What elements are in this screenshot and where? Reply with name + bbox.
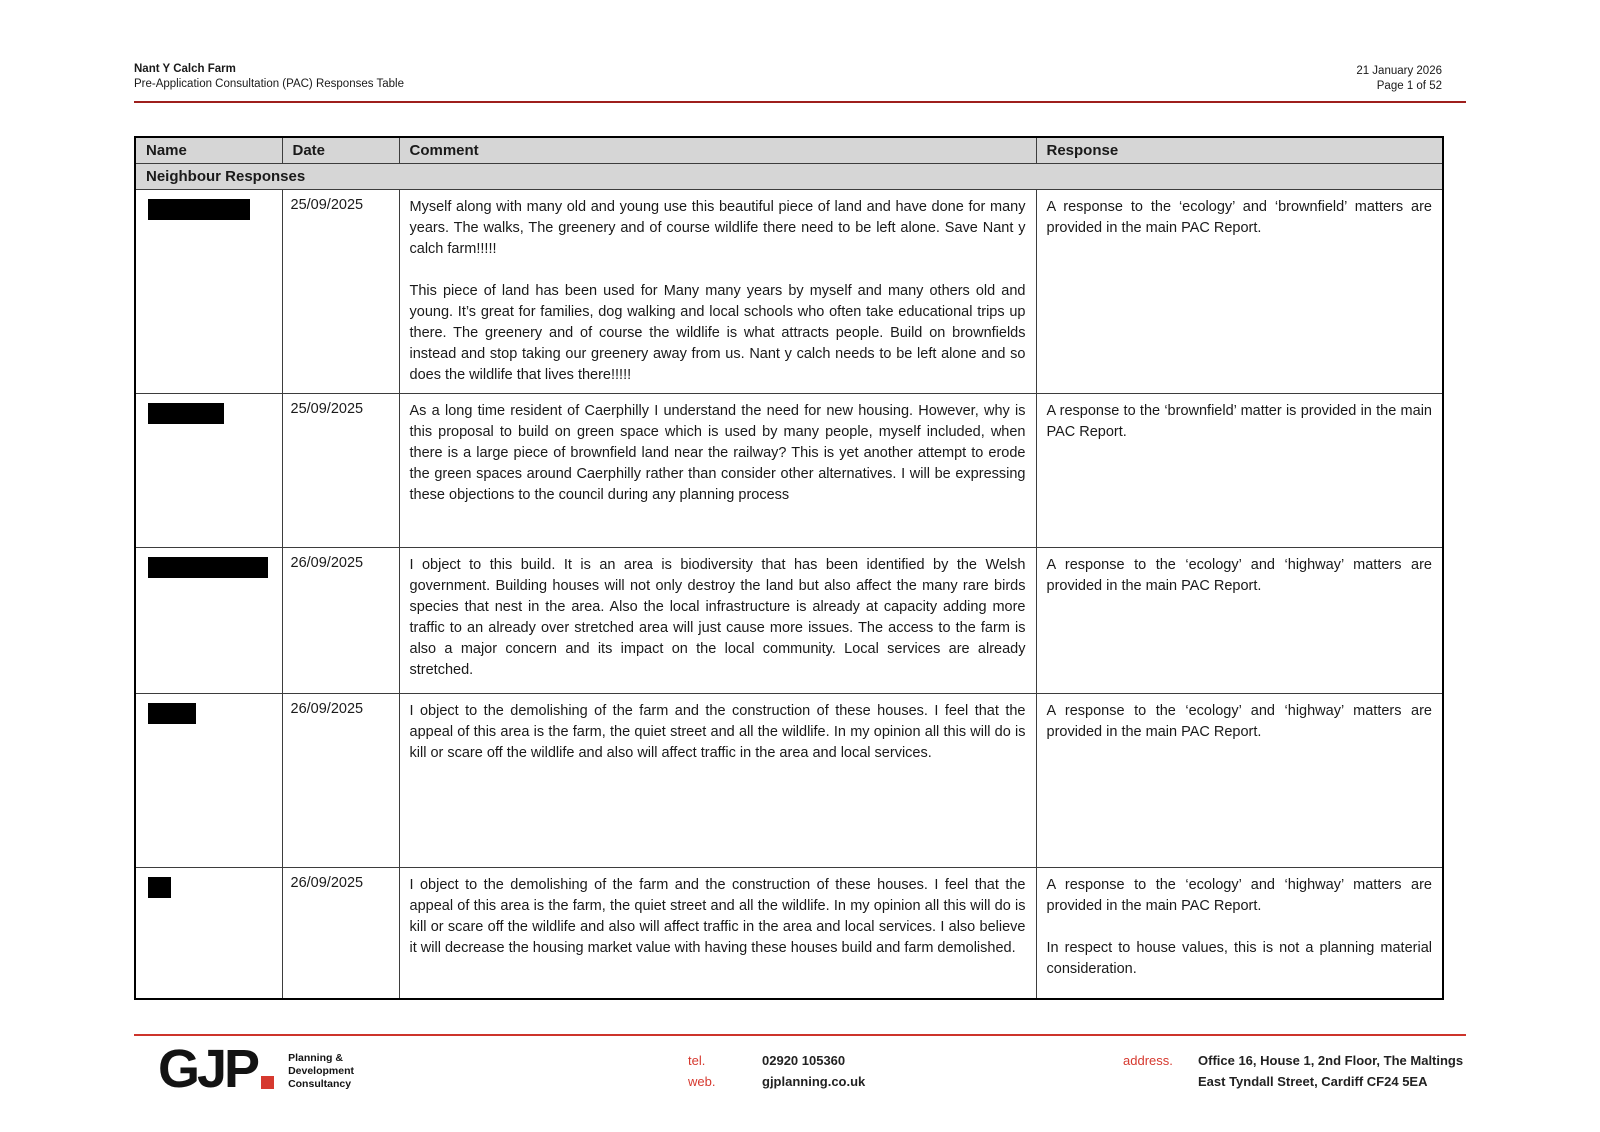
comment-paragraph: This piece of land has been used for Many many years by myself and many others old and young. It’s great for families, dog walking and local schools who often take educational trips up there. The greenery and of course the wildlife is what attracts people. Build on brownfields instead and stop taking our greenery away from us. Nant y calch needs to be left alone and so does the wildlife that lives there!!!!! — [409, 283, 1026, 383]
response-paragraph: A response to the ‘brownfield’ matter is provided in the main PAC Report. — [1046, 403, 1432, 440]
gjp-logo-dot-icon — [261, 1076, 274, 1089]
section-row — [135, 164, 1443, 190]
table-row — [135, 548, 1443, 694]
header-rule — [134, 101, 1466, 103]
date-cell: 25/09/2025 — [282, 394, 399, 548]
column-header-name: Name — [135, 137, 282, 164]
comment-cell — [399, 548, 1036, 694]
document-title: Nant Y Calch Farm — [134, 63, 236, 75]
gjp-logo-text: GJP — [158, 1039, 258, 1099]
response-paragraph: A response to the ‘ecology’ and ‘highway’ matters are provided in the main PAC Report. — [1046, 557, 1432, 594]
contact-tel-web — [688, 1050, 865, 1092]
tagline-line: Planning & — [288, 1052, 343, 1064]
document-subtitle: Pre-Application Consultation (PAC) Responses Table — [134, 78, 404, 90]
date-cell: 26/09/2025 — [282, 868, 399, 999]
response-paragraph: A response to the ‘ecology’ and ‘highway’ matters are provided in the main PAC Report. — [1046, 877, 1432, 914]
document-date: 21 January 2026 — [1356, 65, 1442, 77]
tel-value: 02920 105360 — [762, 1053, 846, 1068]
comment-cell — [399, 694, 1036, 868]
web-label: web. — [688, 1074, 716, 1089]
contact-address — [1123, 1050, 1463, 1092]
comment-paragraph: As a long time resident of Caerphilly I understand the need for new housing. However, why is this proposal to build on green space which is used by many people, myself included, when there is a large piece of brownfield land near the railway? This is yet another attempt to erode the green spaces around Caerphilly rather than consider other alternatives. I will be expressing these objections to the council during any planning process — [409, 403, 1026, 503]
redacted-name — [148, 877, 171, 898]
comment-paragraph: I object to the demolishing of the farm and the construction of these houses. I feel that the appeal of this area is the farm, the quiet street and all the wildlife. In my opinion all this will do is kill or scare off the wildlife and also will affect traffic in the area and local services. I also believe it will decrease the housing market value with having these houses build and farm demolished. — [409, 877, 1026, 956]
table-row — [135, 694, 1443, 868]
response-cell — [1036, 548, 1443, 694]
response-cell — [1036, 694, 1443, 868]
response-paragraph: A response to the ‘ecology’ and ‘brownfield’ matters are provided in the main PAC Report. — [1046, 199, 1432, 236]
comment-paragraph: I object to the demolishing of the farm and the construction of these houses. I feel that the appeal of this area is the farm, the quiet street and all the wildlife. In my opinion all this will do is kill or scare off the wildlife and also will affect traffic in the area and local services. — [409, 703, 1026, 761]
column-header-date: Date — [282, 137, 399, 164]
redacted-name — [148, 557, 268, 578]
comment-paragraph: Myself along with many old and young use this beautiful piece of land and have done for many years. The walks, The greenery and of course wildlife there need to be left alone. Save Nant y calch farm!!!!! — [409, 199, 1026, 257]
document-header-left — [134, 62, 404, 92]
section-title: Neighbour Responses — [135, 164, 1443, 190]
name-cell — [135, 694, 282, 868]
response-cell — [1036, 190, 1443, 394]
address-label-spacer — [1123, 1071, 1198, 1092]
address-line: East Tyndall Street, Cardiff CF24 5EA — [1198, 1074, 1428, 1089]
name-cell — [135, 868, 282, 999]
address-label: address. — [1123, 1053, 1173, 1068]
tel-label: tel. — [688, 1053, 706, 1068]
page-number: Page 1 of 52 — [1376, 80, 1442, 92]
tagline-line: Development — [288, 1065, 354, 1077]
comment-cell — [399, 868, 1036, 999]
column-header-comment: Comment — [399, 137, 1036, 164]
redacted-name — [148, 403, 224, 424]
name-cell — [135, 548, 282, 694]
comment-cell — [399, 394, 1036, 548]
response-cell — [1036, 868, 1443, 999]
redacted-name — [148, 703, 196, 724]
comment-cell — [399, 190, 1036, 394]
response-paragraph: In respect to house values, this is not a planning material consideration. — [1046, 940, 1432, 977]
responses-tbody — [135, 164, 1443, 999]
date-cell: 26/09/2025 — [282, 694, 399, 868]
tagline-line: Consultancy — [288, 1078, 352, 1090]
address-line: Office 16, House 1, 2nd Floor, The Maltings — [1198, 1053, 1464, 1068]
gjp-logo-tagline — [288, 1052, 354, 1091]
name-cell — [135, 394, 282, 548]
response-cell — [1036, 394, 1443, 548]
gjp-logo — [158, 1039, 354, 1099]
web-value: gjplanning.co.uk — [762, 1074, 866, 1089]
table-row — [135, 394, 1443, 548]
date-cell: 26/09/2025 — [282, 548, 399, 694]
redacted-name — [148, 199, 250, 220]
column-header-response: Response — [1036, 137, 1443, 164]
comment-paragraph: I object to this build. It is an area is biodiversity that has been identified by the Welsh government. Building houses will not only destroy the land but also affect the many rare birds species that nest in the area. Also the local infrastructure is already at capacity adding more traffic to an already over stretched area will just cause more issues. The access to the farm is also a major concern and its impact on the local community. Local services are already stretched. — [409, 557, 1026, 678]
response-paragraph: A response to the ‘ecology’ and ‘highway’ matters are provided in the main PAC Report. — [1046, 703, 1432, 740]
date-cell: 25/09/2025 — [282, 190, 399, 394]
name-cell — [135, 190, 282, 394]
table-row — [135, 868, 1443, 999]
footer-rule — [134, 1034, 1466, 1036]
table-row — [135, 190, 1443, 394]
document-header-right — [1100, 64, 1442, 94]
table-header-row — [135, 137, 1443, 164]
responses-table — [134, 136, 1444, 1000]
